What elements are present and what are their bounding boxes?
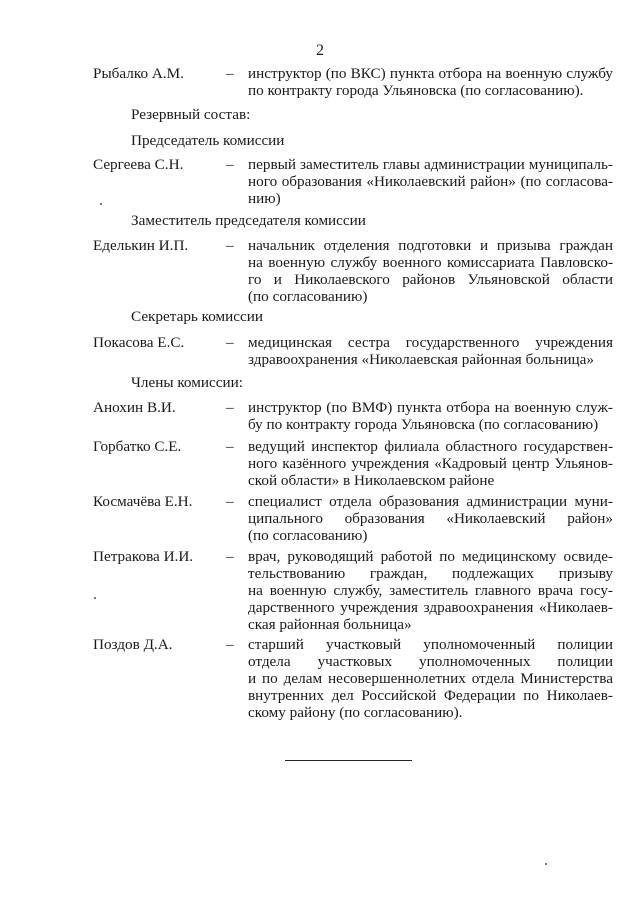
role-line: по контракту города Ульяновска (по согласованию). bbox=[248, 81, 584, 99]
scan-speck bbox=[545, 863, 547, 865]
heading-chairman: Председатель комиссии bbox=[131, 132, 285, 149]
role-line: (по согласованию) bbox=[248, 526, 368, 544]
member-role bbox=[248, 335, 613, 369]
role-line: ведущий инспектор филиала областного государствен- bbox=[248, 438, 613, 455]
member-name: Еделькин И.П. bbox=[93, 237, 189, 254]
member-role bbox=[248, 400, 613, 434]
member-role bbox=[248, 494, 613, 545]
role-line: начальник отделения подготовки и призыва граждан bbox=[248, 237, 613, 254]
member-name: Покасова Е.С. bbox=[93, 334, 185, 351]
role-line: дарственного учреждения здравоохранения «Николаев- bbox=[248, 598, 613, 616]
role-line: го и Николаевского районов Ульяновской области bbox=[248, 270, 613, 288]
role-line: старший участковый уполномоченный полиции bbox=[248, 636, 613, 653]
heading-deputy: Заместитель председателя комиссии bbox=[131, 212, 366, 229]
role-line: ской области» в Николаевском районе bbox=[248, 471, 495, 489]
member-name: Петракова И.И. bbox=[93, 548, 194, 565]
role-line: скому району (по согласованию). bbox=[248, 703, 463, 721]
role-line: нию) bbox=[248, 189, 281, 207]
heading-secretary: Секретарь комиссии bbox=[131, 308, 264, 325]
member-role bbox=[248, 549, 613, 634]
dash-separator: – bbox=[226, 334, 234, 351]
role-line: тельствованию граждан, подлежащих призыву bbox=[248, 564, 613, 582]
scan-speck bbox=[94, 597, 96, 599]
member-name: Анохин В.И. bbox=[93, 399, 176, 416]
role-line: ного казённого учреждения «Кадровый центр Ульянов- bbox=[248, 454, 613, 472]
role-line: первый заместитель главы администрации муниципаль- bbox=[248, 156, 613, 173]
dash-separator: – bbox=[226, 548, 234, 565]
dash-separator: – bbox=[226, 438, 234, 455]
heading-members: Члены комиссии: bbox=[131, 374, 243, 391]
member-name: Горбатко С.Е. bbox=[93, 438, 182, 455]
dash-separator: – bbox=[226, 493, 234, 510]
member-name: Поздов Д.А. bbox=[93, 636, 173, 653]
role-line: ного образования «Николаевский район» (по согласова- bbox=[248, 172, 613, 190]
role-line: медицинская сестра государственного учреждения bbox=[248, 334, 613, 351]
role-line: здравоохранения «Николаевская районная больница» bbox=[248, 350, 594, 368]
member-role bbox=[248, 439, 613, 490]
member-role bbox=[248, 66, 613, 100]
role-line: на военную службу, заместитель главного врача госу- bbox=[248, 581, 613, 599]
role-line: на военную службу военного комиссариата Павловско- bbox=[248, 253, 613, 271]
dash-separator: – bbox=[226, 237, 234, 254]
dash-separator: – bbox=[226, 156, 234, 173]
member-role bbox=[248, 238, 613, 306]
member-role bbox=[248, 637, 613, 722]
closing-rule bbox=[285, 760, 412, 761]
role-line: и по делам несовершеннолетних отдела Министерства bbox=[248, 669, 613, 687]
role-line: внутренних дел Российской Федерации по Николаев- bbox=[248, 686, 613, 704]
role-line: отдела участковых уполномоченных полиции bbox=[248, 652, 613, 670]
role-line: инструктор (по ВКС) пункта отбора на военную службу bbox=[248, 65, 613, 82]
role-line: (по согласованию) bbox=[248, 287, 368, 305]
member-name: Сергеева С.Н. bbox=[93, 156, 184, 173]
member-name: Рыбалко А.М. bbox=[93, 65, 184, 82]
scan-speck bbox=[100, 203, 102, 205]
dash-separator: – bbox=[226, 636, 234, 653]
dash-separator: – bbox=[226, 399, 234, 416]
role-line: ципального образования «Николаевский район» bbox=[248, 509, 613, 527]
page-number: 2 bbox=[316, 42, 324, 59]
role-line: ская районная больница» bbox=[248, 615, 412, 633]
role-line: бу по контракту города Ульяновска (по согласованию) bbox=[248, 415, 599, 433]
member-role bbox=[248, 157, 613, 208]
role-line: инструктор (по ВМФ) пункта отбора на военную служ- bbox=[248, 399, 613, 416]
role-line: специалист отдела образования администрации муни- bbox=[248, 493, 613, 510]
member-name: Космачёва Е.Н. bbox=[93, 493, 193, 510]
role-line: врач, руководящий работой по медицинскому освиде- bbox=[248, 548, 613, 565]
heading-reserve: Резервный состав: bbox=[131, 106, 251, 123]
dash-separator: – bbox=[226, 65, 234, 82]
